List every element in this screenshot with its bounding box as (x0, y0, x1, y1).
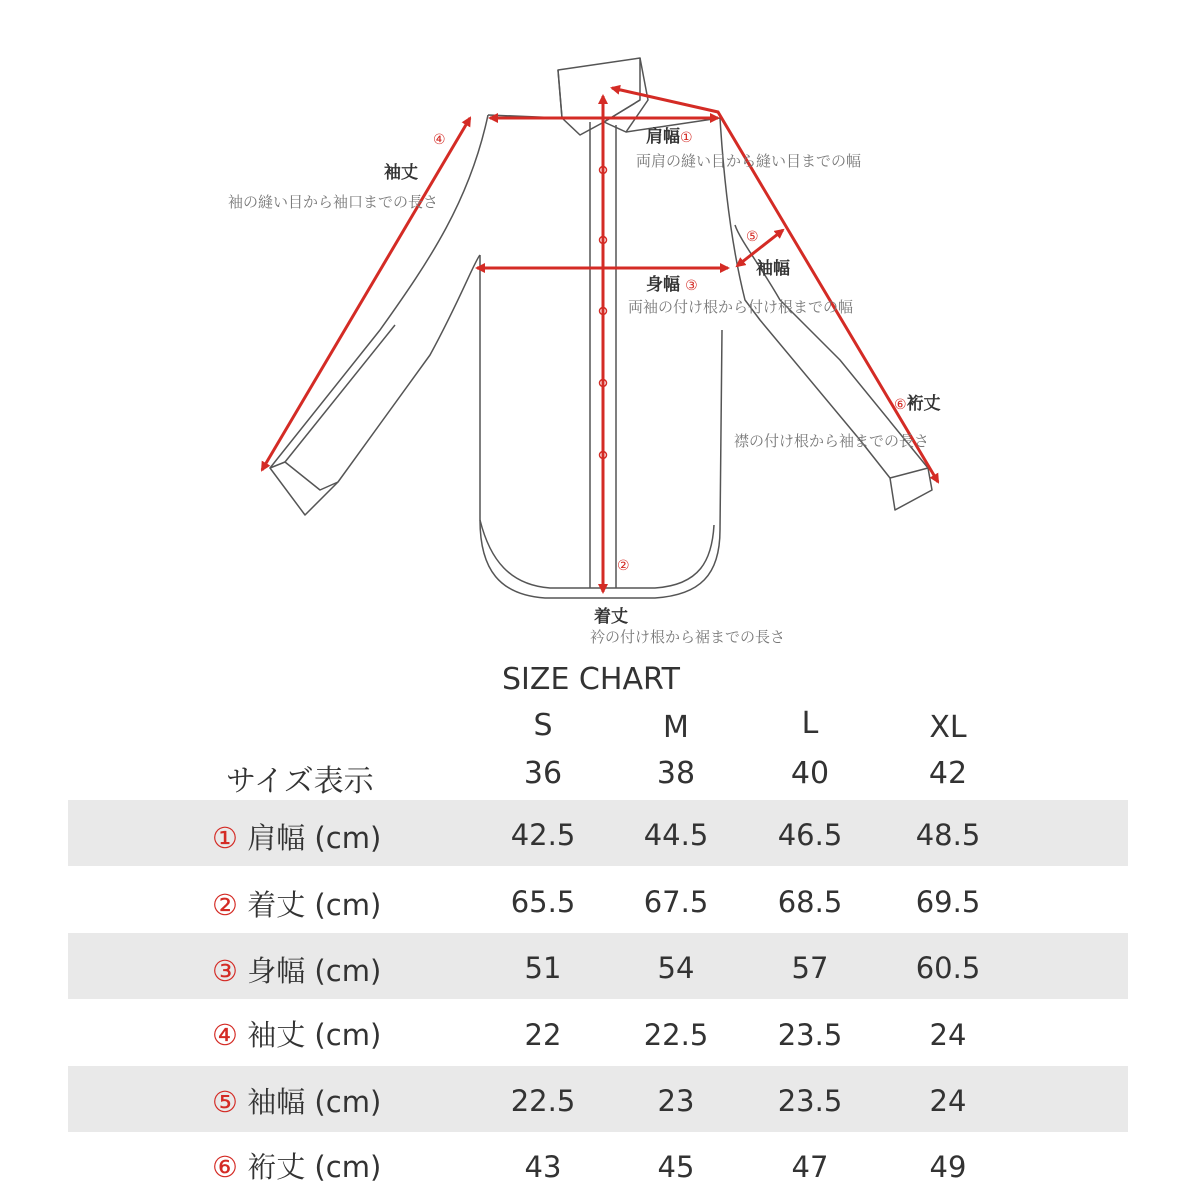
size-number-xl: 42 (928, 756, 968, 791)
length-num: ② (617, 558, 630, 574)
table-cell: 22 (524, 1018, 562, 1052)
sleeve-num: ④ (433, 132, 446, 148)
size-chart-title: SIZE CHART (502, 662, 680, 697)
sleevewidth-num: ⑤ (746, 229, 759, 245)
table-cell: 46.5 (777, 818, 843, 852)
table-cell: 60.5 (915, 951, 981, 985)
table-cell: 49 (929, 1150, 967, 1184)
size-header-s: S (533, 708, 553, 743)
length-desc: 衿の付け根から裾までの長さ (590, 628, 786, 646)
sleevewidth-label: 袖幅 (756, 259, 790, 279)
table-cell: 44.5 (643, 818, 709, 852)
table-cell: 67.5 (643, 885, 709, 919)
table-cell: 23.5 (777, 1018, 843, 1052)
body-desc: 両袖の付け根から付け根までの幅 (628, 298, 854, 316)
shirt-outline (270, 58, 932, 598)
row-label: ⑥ 裄丈 (cm) (212, 1150, 382, 1184)
table-cell: 22.5 (510, 1084, 576, 1118)
size-header-xl: XL (929, 710, 967, 745)
table-cell: 22.5 (643, 1018, 709, 1052)
sleeve-label: 袖丈 (384, 163, 418, 183)
sleeve-arrow (262, 118, 470, 470)
sleeve-desc: 袖の縫い目から袖口までの長さ (228, 193, 439, 211)
yuki-desc: 襟の付け根から袖までの長さ (734, 432, 930, 450)
size-header-m: M (663, 710, 689, 745)
table-cell: 47 (791, 1150, 829, 1184)
size-header-l: L (801, 706, 819, 741)
row-label: ⑤ 袖幅 (cm) (212, 1085, 382, 1119)
row-label: ② 着丈 (cm) (212, 888, 382, 922)
shoulder-label: 肩幅① (646, 127, 693, 147)
size-number-l: 40 (790, 756, 830, 791)
table-cell: 69.5 (915, 885, 981, 919)
row-label: ① 肩幅 (cm) (212, 821, 382, 855)
table-cell: 65.5 (510, 885, 576, 919)
table-cell: 23 (657, 1084, 695, 1118)
table-cell: 68.5 (777, 885, 843, 919)
table-cell: 42.5 (510, 818, 576, 852)
table-cell: 24 (929, 1018, 967, 1052)
size-number-m: 38 (656, 756, 696, 791)
length-label: 着丈 (594, 607, 628, 627)
table-cell: 48.5 (915, 818, 981, 852)
yuki-label: ⑥裄丈 (894, 394, 941, 414)
table-cell: 24 (929, 1084, 967, 1118)
row-label: ④ 袖丈 (cm) (212, 1018, 382, 1052)
table-cell: 51 (524, 951, 562, 985)
table-cell: 57 (791, 951, 829, 985)
size-label: サイズ表示 (226, 764, 374, 799)
size-number-s: 36 (523, 756, 563, 791)
table-cell: 45 (657, 1150, 695, 1184)
body-label: 身幅 ③ (646, 275, 698, 295)
table-cell: 43 (524, 1150, 562, 1184)
row-label: ③ 身幅 (cm) (212, 954, 382, 988)
table-cell: 54 (657, 951, 695, 985)
shoulder-desc: 両肩の縫い目から縫い目までの幅 (636, 152, 862, 170)
table-cell: 23.5 (777, 1084, 843, 1118)
